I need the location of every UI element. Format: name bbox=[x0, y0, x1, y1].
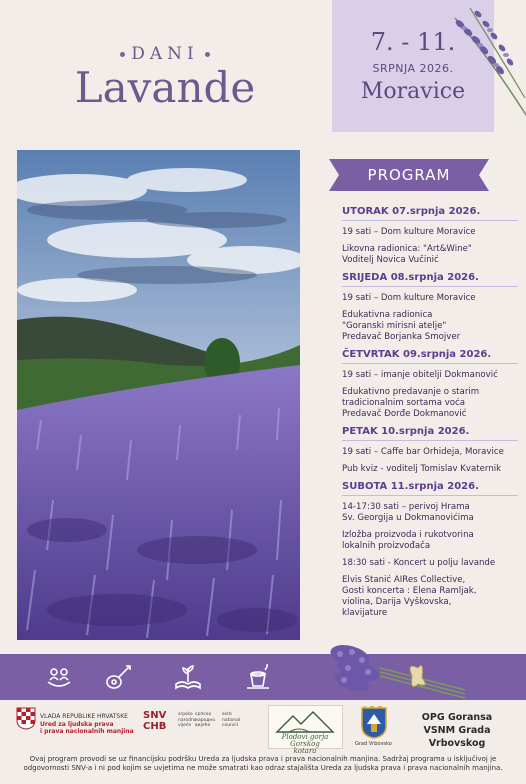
lavender-sprig-decoration bbox=[450, 8, 526, 138]
program-day bbox=[342, 272, 518, 343]
schedule-line: lokalnih proizvođača bbox=[342, 541, 431, 551]
schedule-line: klavijature bbox=[342, 608, 388, 618]
schedule-line: "Goranski mirisni atelje" bbox=[342, 321, 447, 331]
grad-vrbovsko-label: Grad Vrbovsko bbox=[355, 741, 392, 747]
schedule-line: 19 sati – imanje obitelji Dokmanović bbox=[342, 370, 498, 380]
title-small: DANI bbox=[60, 44, 270, 64]
day-heading: SRIJEDA 08.srpnja 2026. bbox=[342, 272, 518, 287]
schedule-line: 18:30 sati - Koncert u polju lavande bbox=[342, 558, 496, 568]
schedule-line: 19 sati – Dom kulture Moravice bbox=[342, 293, 476, 303]
schedule-line: Voditelj Novica Vučinić bbox=[342, 255, 439, 265]
lavender-bundle-decoration bbox=[330, 632, 470, 704]
plodovi-gorja-text: Plodovi gorja Gorskog kotara bbox=[281, 733, 329, 755]
snv-label-cyr: српско народно вијеће bbox=[195, 712, 216, 729]
schedule-line: Izložba proizvoda i rukotvorina bbox=[342, 530, 474, 540]
snv-logo: SNV CHB bbox=[143, 710, 167, 732]
event-title bbox=[60, 44, 270, 110]
schedule-line: Likovna radionica: "Art&Wine" bbox=[342, 244, 472, 254]
program-banner bbox=[329, 159, 489, 191]
day-heading: SUBOTA 11.srpnja 2026. bbox=[342, 481, 518, 496]
book-plant-icon bbox=[173, 662, 203, 692]
opg-goransa-label: OPG Goransa VSNM Grada Vrbovskog bbox=[421, 712, 493, 749]
title-main: Lavande bbox=[74, 63, 256, 112]
date-place: Moravice bbox=[360, 79, 466, 104]
program-day bbox=[342, 426, 518, 475]
funding-disclaimer: Ovaj program provodi se uz financijsku podršku Ureda za ljudska prava i prava nacionalnih manjina. Sadržaj programa u isključivoj je odgovornosti SNV-a i ni pod kojim se uvjetima ne može smatrati kao odraz stajališta Ureda za ljudska prava i prava nacionalnih manjina. bbox=[23, 755, 503, 772]
snv-label-lat: srpsko narodno vijeće bbox=[178, 712, 197, 729]
program-day bbox=[342, 349, 518, 420]
schedule-line: Sv. Georgija u Dokmanovićima bbox=[342, 513, 474, 523]
schedule-line: 19 sati – Caffe bar Orhideja, Moravice bbox=[342, 447, 504, 457]
snv-label-en: serb national council bbox=[222, 712, 241, 729]
day-heading: ČETVRTAK 09.srpnja 2026. bbox=[342, 349, 518, 364]
schedule-line: 19 sati – Dom kulture Moravice bbox=[342, 227, 476, 237]
schedule-line: Predavač Đorđe Dokmanović bbox=[342, 409, 467, 419]
program-day bbox=[342, 481, 518, 619]
schedule-line: 14-17:30 sati – perivoj Hrama bbox=[342, 502, 470, 512]
croatian-government-label: VLADA REPUBLIKE HRVATSKE Ured za ljudska prava i prava nacionalnih manjina bbox=[40, 713, 134, 735]
pottery-icon bbox=[243, 662, 273, 692]
schedule-line: tradicionalnim sortama voća bbox=[342, 398, 466, 408]
schedule-line: violina, Darija Vyškovska, bbox=[342, 597, 452, 607]
guitar-icon bbox=[104, 662, 134, 692]
vrbovsko-coat-of-arms-icon bbox=[360, 706, 388, 744]
schedule-line: Elvis Stanić AIRes Collective, bbox=[342, 575, 466, 585]
program-label: PROGRAM bbox=[367, 166, 451, 184]
schedule-line: Predavač Borjanka Smojver bbox=[342, 332, 461, 342]
community-icon bbox=[44, 662, 74, 692]
schedule-line: Pub kviz - voditelj Tomislav Kvaternik bbox=[342, 464, 502, 474]
day-heading: PETAK 10.srpnja 2026. bbox=[342, 426, 518, 441]
date-range: 7. - 11. bbox=[370, 28, 456, 56]
day-heading: UTORAK 07.srpnja 2026. bbox=[342, 206, 518, 221]
program-schedule bbox=[342, 206, 518, 625]
schedule-line: Edukativno predavanje o starim bbox=[342, 387, 480, 397]
lavender-field-photo bbox=[17, 150, 300, 640]
schedule-line: Gosti koncerta : Elena Ramljak, bbox=[342, 586, 477, 596]
croatian-coat-of-arms-icon bbox=[16, 706, 36, 734]
schedule-line: Edukativna radionica bbox=[342, 310, 433, 320]
date-month: SRPNJA 2026. bbox=[372, 62, 454, 75]
program-day bbox=[342, 206, 518, 266]
